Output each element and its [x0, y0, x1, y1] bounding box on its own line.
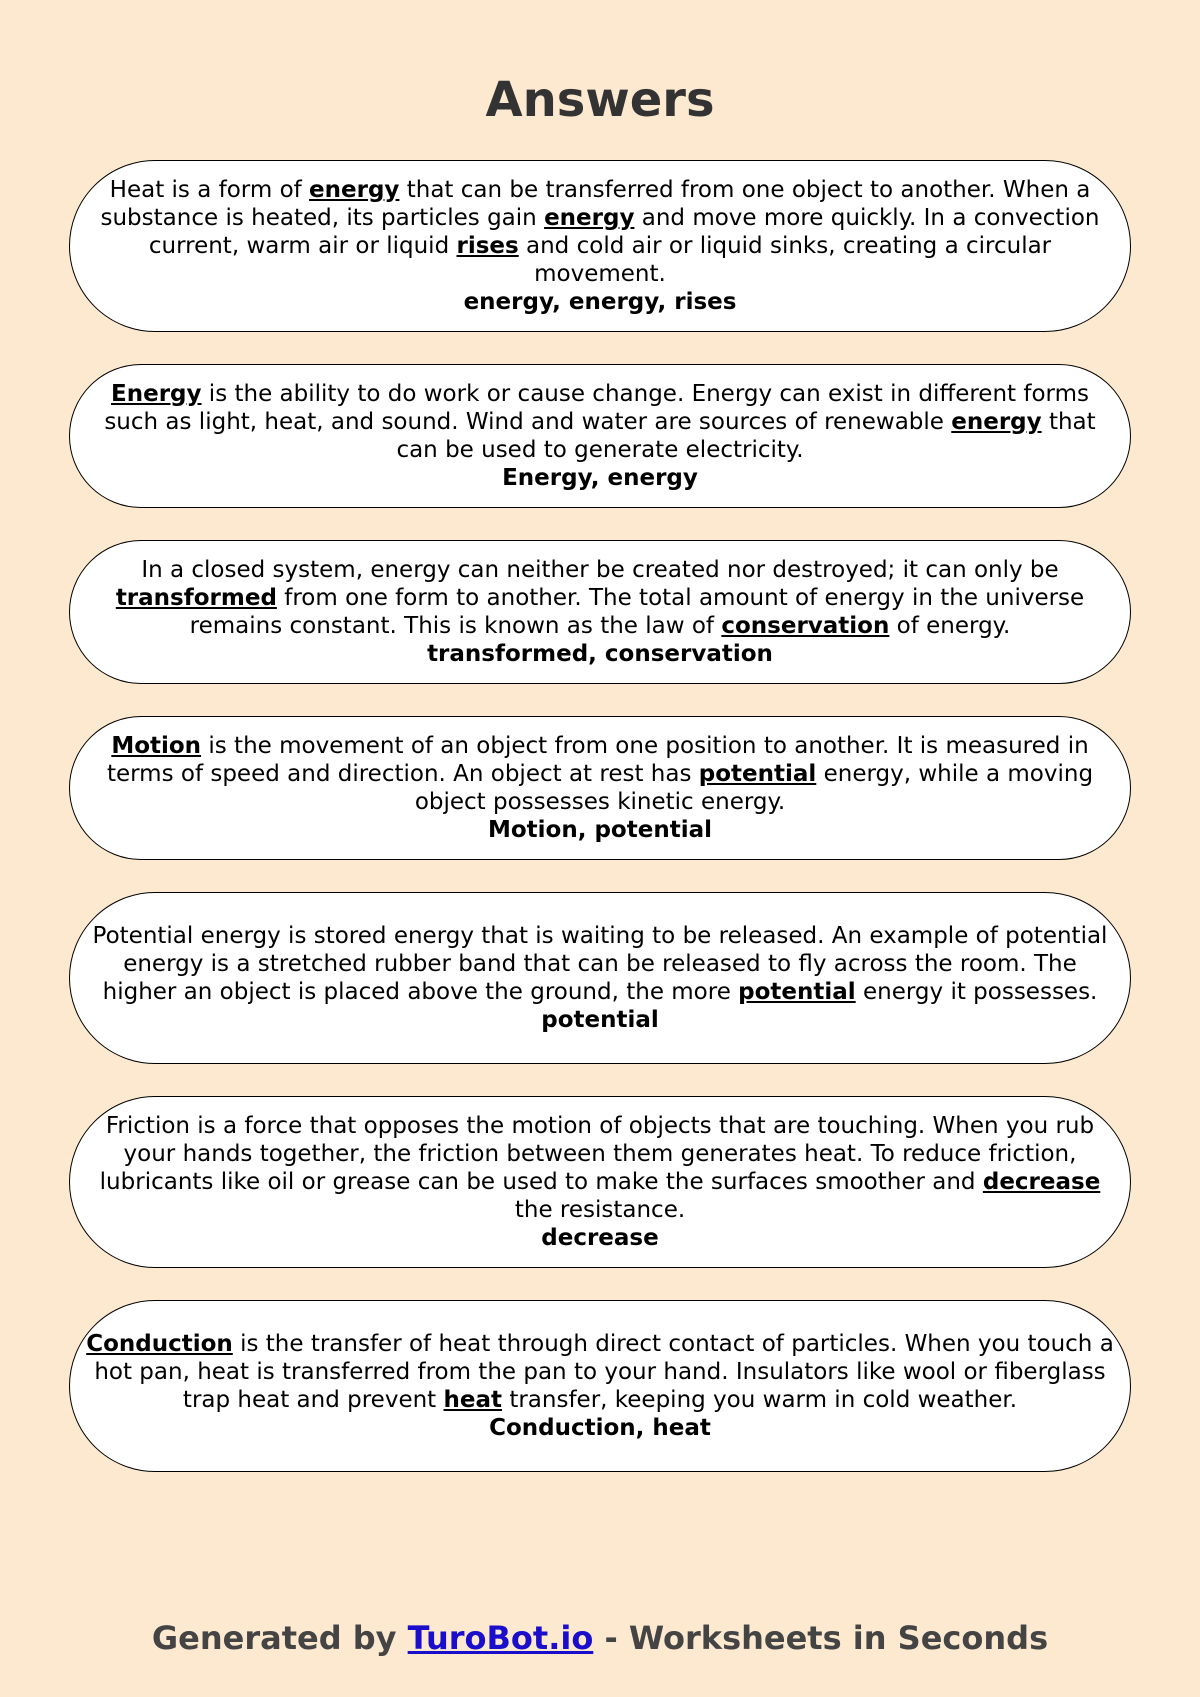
card-text-segment: is the ability to do work or cause change. Energy can exist in different forms such as light, heat, and sound. Wind and water are sources of renewable: [104, 381, 1089, 435]
card-answer: energy, energy, rises: [463, 289, 737, 315]
turobot-link[interactable]: TuroBot.io: [407, 1619, 594, 1657]
card-text-segment: energy, while a moving object possesses kinetic energy.: [414, 761, 1094, 815]
card-text-segment: is the transfer of heat through direct contact of particles. When you touch a hot pan, heat is transferred from the pan to your hand. Insulators like wool or fiberglass trap heat and prevent: [94, 1331, 1114, 1413]
card-text-segment: from one form to another. The total amount of energy in the universe remains constant. This is known as the law of: [189, 585, 1085, 639]
card-text-segment: Friction is a force that opposes the motion of objects that are touching. When you rub your hands together, the friction between them generates heat. To reduce friction, lubricants like oil or grease can be used to make the surfaces smoother and: [99, 1113, 1095, 1195]
answer-keyword: conservation: [721, 613, 890, 639]
card-text-segment: that can be used to generate electricity.: [396, 409, 1096, 463]
answer-keyword: energy: [309, 177, 400, 203]
footer-suffix: - Worksheets in Seconds: [593, 1619, 1049, 1657]
answer-keyword: heat: [443, 1387, 503, 1413]
card-answer: Energy, energy: [502, 465, 698, 491]
footer-prefix: Generated by: [151, 1619, 408, 1657]
card-text-segment: that can be transferred from one object to another. When a substance is heated, its particles gain: [100, 177, 1091, 231]
card-answer: Conduction, heat: [489, 1415, 711, 1441]
card-text: [84, 1112, 1116, 1224]
answer-keyword: potential: [738, 979, 856, 1005]
answer-keyword: transformed: [115, 585, 277, 611]
card-text-segment: Potential energy is stored energy that is waiting to be released. An example of potential energy is a stretched rubber band that can be released to fly across the room. The higher an object is placed above the ground, the more: [92, 923, 1108, 1005]
answer-keyword: Motion: [111, 733, 202, 759]
card-text-segment: transfer, keeping you warm in cold weather.: [502, 1387, 1018, 1413]
card-text-segment: energy it possesses.: [855, 979, 1098, 1005]
card-text: [84, 176, 1116, 288]
answer-card: [69, 1300, 1131, 1472]
card-text-segment: and move more quickly. In a convection current, warm air or liquid: [148, 205, 1100, 259]
card-text: [84, 732, 1116, 816]
card-text-segment: of energy.: [889, 613, 1011, 639]
card-text-segment: In a closed system, energy can neither be created nor destroyed; it can only be: [141, 557, 1059, 583]
answer-keyword: potential: [698, 761, 817, 787]
answer-card: [69, 160, 1131, 332]
card-answer: potential: [541, 1007, 659, 1033]
card-answer: Motion, potential: [487, 817, 712, 843]
page-title: Answers: [485, 72, 715, 128]
answer-keyword: rises: [456, 233, 519, 259]
answer-card: [69, 364, 1131, 508]
answer-keyword: energy: [951, 409, 1042, 435]
answer-keyword: decrease: [982, 1169, 1101, 1195]
card-text: [84, 380, 1116, 464]
answer-card: [69, 892, 1131, 1064]
card-text-segment: Heat is a form of: [109, 177, 310, 203]
answer-keyword: energy: [544, 205, 635, 231]
answer-card: [69, 1096, 1131, 1268]
answer-card: [69, 540, 1131, 684]
card-answer: decrease: [541, 1225, 659, 1251]
card-text-segment: the resistance.: [514, 1197, 686, 1223]
card-text: [84, 556, 1116, 640]
card-text-segment: is the movement of an object from one position to another. It is measured in terms of speed and direction. An object at rest has: [106, 733, 1089, 787]
card-text-segment: and cold air or liquid sinks, creating a circular movement.: [518, 233, 1052, 287]
footer: [0, 1614, 1200, 1662]
answer-keyword: Conduction: [86, 1331, 233, 1357]
answer-keyword: Energy: [111, 381, 202, 407]
card-answer: transformed, conservation: [427, 641, 773, 667]
card-text: [84, 1330, 1116, 1414]
answer-card: [69, 716, 1131, 860]
card-text: [84, 922, 1116, 1006]
